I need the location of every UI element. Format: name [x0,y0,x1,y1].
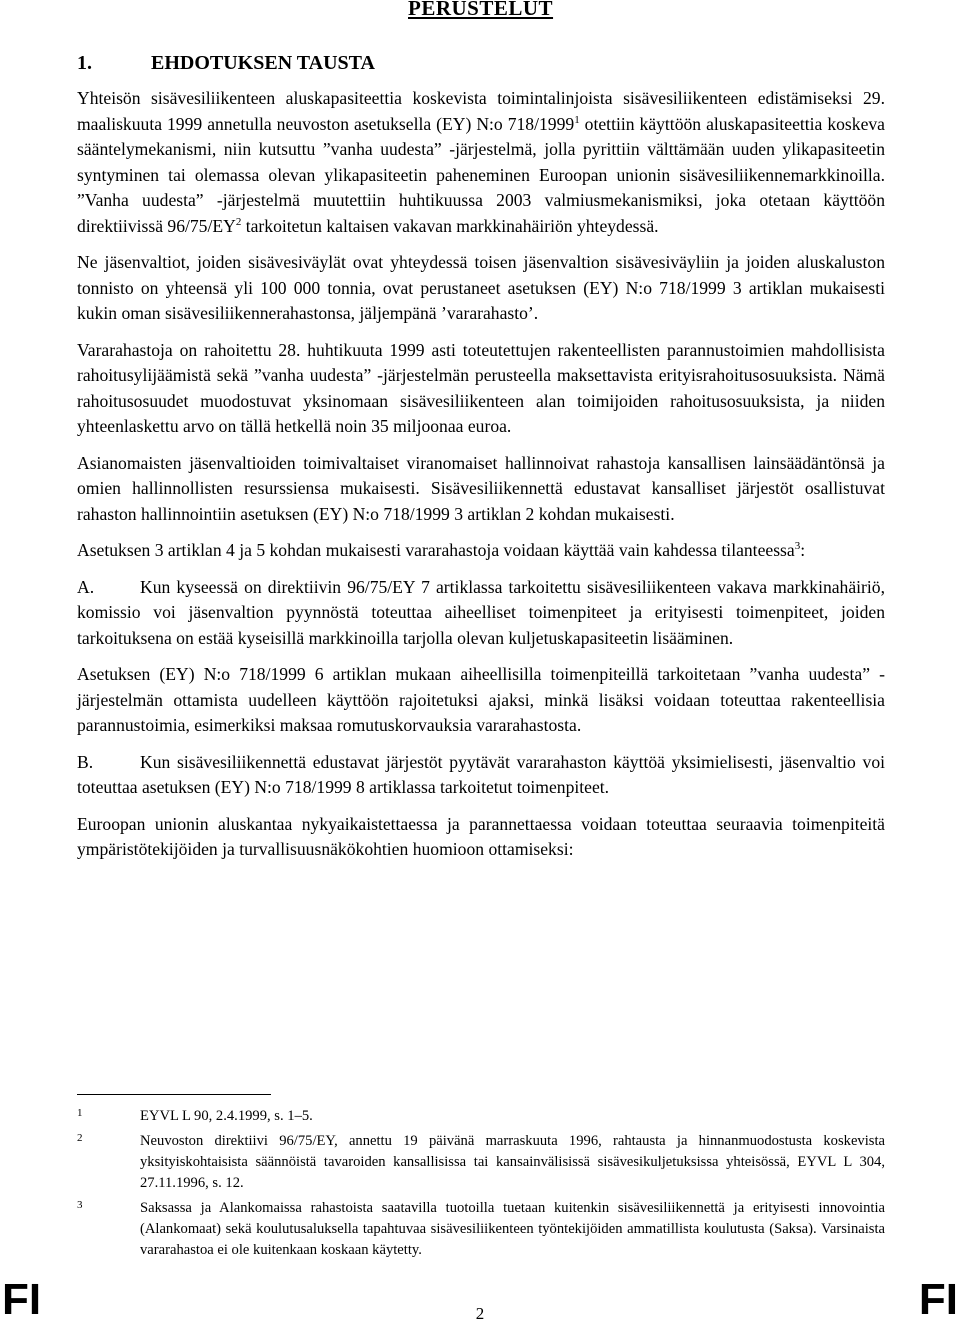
paragraph-4: Asianomaisten jäsenvaltioiden toimivaltaiset viranomaiset hallinnoivat rahastoja kansallisen lainsäädäntönsä ja omien hallinnollisten resurssiensa mukaisesti. Sisävesiliikennettä edustavat kansalliset järjestöt osallistuvat rahaston hallinnointiin asetuksen (EY) N:o 718/1999 3 artiklan 2 kohdan mukaisesti. [77,452,885,524]
footnotes [77,1106,885,1265]
footnote-number: 3 [77,1199,83,1211]
footer-language-right: FI [918,1275,958,1324]
footer-language-left: FI [2,1275,42,1324]
section-number: 1. [77,52,92,74]
paragraph-5-text-a: Asetuksen 3 artiklan 4 ja 5 kohdan mukaisesti vararahastoja voidaan käyttää vain kahdessa tilanteessa [77,540,795,560]
footnote-2 [77,1131,885,1194]
paragraph-2: Ne jäsenvaltiot, joiden sisävesiväylät ovat yhteydessä toisen jäsenvaltion sisävesiväyliin ja joiden aluskaluston tonnisto on yhteensä yli 100 000 tonnia, ovat perustaneet asetuksen (EY) N:o 718/1999 3 artiklan mukaisesti kukin oman sisävesiliikennerahastonsa, jäljempänä ’vararahasto’. [77,252,885,323]
header-title: PERUSTELUT [408,0,554,20]
paragraph-6-label: A. [77,576,95,597]
paragraph-8-label: B. [77,751,94,772]
footnote-text: EYVL L 90, 2.4.1999, s. 1–5. [140,1108,313,1124]
footnote-ref-2: 2 [235,215,242,228]
footnote-number: 1 [77,1107,83,1119]
page-number: 2 [475,1304,485,1323]
paragraph-8 [77,750,885,801]
paragraph-3: Vararahastoja on rahoitettu 28. huhtikuuta 1999 asti toteutettujen rakenteellisten parannustoimien mahdollisista rahoitusylijäämistä sekä ”vanha uudesta” -järjestelmän perusteella maksettavista erityisrahoitusosuuksista. Nämä rahoitusosuudet muodostuvat yksinomaan sisävesiliikenteen alan toimijoiden rahoitusosuuksista, ja niiden yhteenlaskettu arvo on tällä hetkellä noin 35 miljoonaa euroa. [77,339,885,436]
paragraph-5 [77,538,885,564]
paragraph-1 [77,86,885,239]
section-heading [77,52,375,75]
footnote-text: Neuvoston direktiivi 96/75/EY, annettu 19 päivänä marraskuuta 1996, rahtausta ja hinnanmuodostusta koskevista yksityiskohtaisista säännöistä tavaroiden kansallisissa tai kansainvälisissä sisävesikuljetuksissa yhteisössä, EYVL L 304, 27.11.1996, s. 12. [140,1133,885,1191]
paragraph-1-text-c: tarkoitetun kaltaisen vakavan markkinahäiriön yhteydessä. [241,215,659,236]
paragraph-6-text: Kun kyseessä on direktiivin 96/75/EY 7 artiklassa tarkoitettu sisävesiliikenteen vakava markkinahäiriö, komissio voi jäsenvaltion pyynnöstä toteuttaa aiheelliset toimenpiteet ja erityisesti toimenpiteet, joiden tarkoituksena on estää kyseisillä markkinoilla tarjolla olevan kuljetuskapasiteetin lisääminen. [77,576,885,648]
footnote-text: Saksassa ja Alankomaissa rahastoista saatavilla tuotoilla tuetaan kuitenkin sisävesiliikennettä ja erityisesti innovointia (Alankomaat) sekä koulutusaluksella tapahtuvaa sisävesiliikenteen työntekijöiden ammatillista koulutusta (Saksa). Varsinaista vararahastoa ei ole kuitenkaan koskaan käytetty. [140,1200,885,1258]
footnote-3 [77,1198,885,1261]
footnote-ref-1: 1 [574,113,580,126]
paragraph-9: Euroopan unionin aluskantaa nykyaikaistettaessa ja parannettaessa voidaan toteuttaa seuraavia toimenpiteitä ympäristötekijöiden ja turvallisuusnäkökohtien huomioon ottamiseksi: [77,813,885,859]
paragraph-1-text-a: Yhteisön sisävesiliikenteen aluskapasiteettia koskevista toimintalinjoista sisävesiliikenteen edistämiseksi 29. maaliskuuta 1999 annetulla neuvoston asetuksella (EY) N:o 718/1999 [77,88,885,134]
document-body [77,86,885,874]
paragraph-7: Asetuksen (EY) N:o 718/1999 6 artiklan mukaan aiheellisilla toimenpiteillä tarkoitetaan ”vanha uudesta” -järjestelmän ottamista uudelleen käyttöön rajoitetuksi ajaksi, minkä lisäksi voidaan toteuttaa rakenteellisia parannustoimia, esimerkiksi maksaa romutuskorvauksia vararahastosta. [77,664,885,735]
footnote-ref-3: 3 [794,540,801,552]
paragraph-1-text-b: otettiin käyttöön aluskapasiteettia koskeva sääntelymekanismi, niin kutsuttu ”vanha uudesta” -järjestelmä, jolla pyrittiin välttämään uuden ylikapasiteetin syntyminen tai olemassa olevan ylikapasiteetin paheneminen Euroopan unionin sisävesiliikennemarkkinoilla. ”Vanha uudesta” -järjestelmä muutettiin huhtikuussa 2003 valmiusmekanismiksi, joka otetaan käyttöön direktiivissä 96/75/EY [77,113,885,236]
paragraph-5-text-b: : [800,540,806,560]
section-title: EHDOTUKSEN TAUSTA [151,52,375,74]
footnote-divider [77,1094,271,1095]
footnote-number: 2 [77,1132,83,1144]
paragraph-8-text: Kun sisävesiliikennettä edustavat järjestöt pyytävät vararahaston käyttöä yksimielisesti, jäsenvaltio voi toteuttaa asetuksen (EY) N:o 718/1999 8 artiklassa tarkoitetut toimenpiteet. [77,751,885,797]
paragraph-6 [77,575,885,652]
footnote-1 [77,1106,885,1127]
